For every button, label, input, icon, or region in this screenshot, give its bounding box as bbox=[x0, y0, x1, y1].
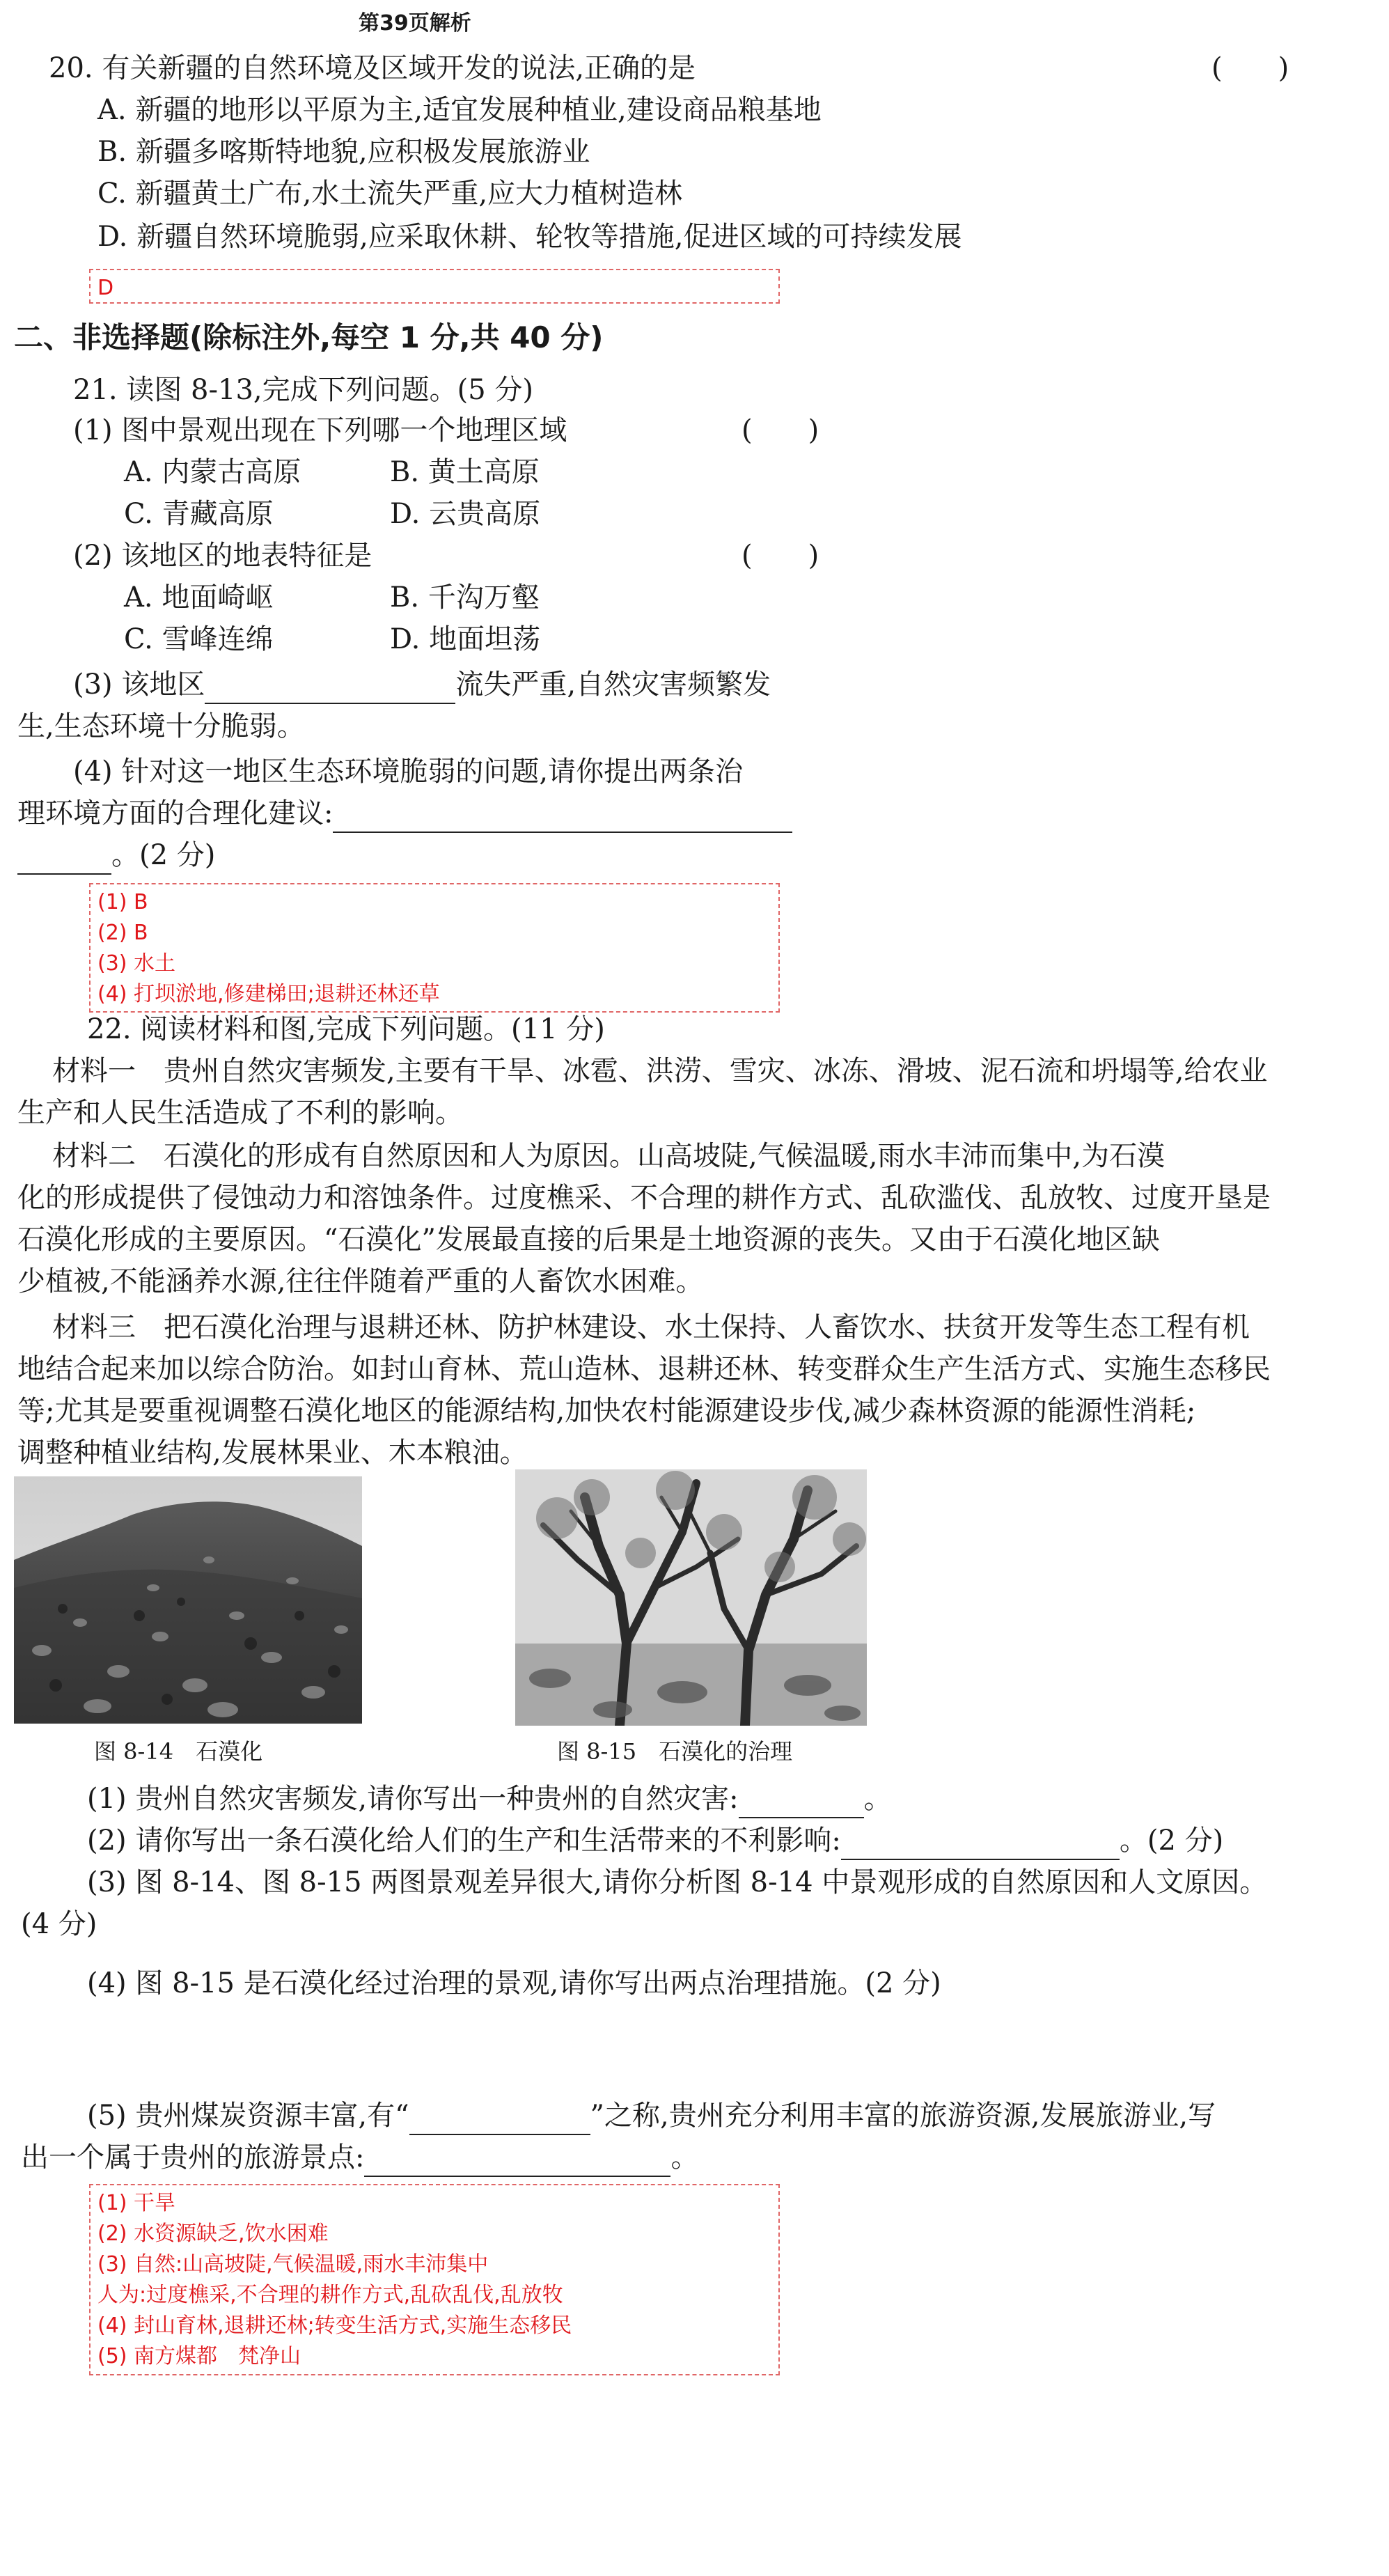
q22-answer-5: (5) 南方煤都 梵净山 bbox=[97, 2344, 301, 2368]
q22-material3-line3: 等;尤其是要重视调整石漠化地区的能源结构,加快农村能源建设步伐,减少森林资源的能源性消耗; bbox=[17, 1395, 1196, 1427]
q21-part4-line1: (4) 针对这一地区生态环境脆弱的问题,请你提出两条治 bbox=[73, 756, 744, 788]
q21-part4-prefix: 理环境方面的合理化建议: bbox=[17, 797, 333, 829]
q21-part2-option-b: B. 千沟万壑 bbox=[390, 581, 540, 614]
figure-8-15-photo bbox=[515, 1469, 867, 1726]
q21-part1-option-a: A. 内蒙古高原 bbox=[124, 456, 301, 488]
q21-answer-2: (2) B bbox=[97, 921, 148, 945]
q21-part3-line2: 生,生态环境十分脆弱。 bbox=[17, 710, 305, 742]
q20-option-d: D. 新疆自然环境脆弱,应采取休耕、轮牧等措施,促进区域的可持续发展 bbox=[97, 221, 962, 253]
q22-material1-line2: 生产和人民生活造成了不利的影响。 bbox=[17, 1097, 463, 1129]
q22-sub5-mid: ”之称,贵州充分利用丰富的旅游资源,发展旅游业,写 bbox=[590, 2100, 1216, 2132]
q20-option-a: A. 新疆的地形以平原为主,适宜发展种植业,建设商品粮基地 bbox=[97, 94, 822, 126]
q21-part2-paren: ( ) bbox=[741, 540, 819, 572]
figure-8-14-caption: 图 8-14 石漠化 bbox=[94, 1738, 263, 1765]
q22-material2-line3: 石漠化形成的主要原因。“石漠化”发展最直接的后果是土地资源的丧失。又由于石漠化地区缺 bbox=[17, 1224, 1160, 1256]
q22-answer-2: (2) 水资源缺乏,饮水困难 bbox=[97, 2222, 329, 2246]
q22-sub1 bbox=[87, 1779, 892, 1818]
q22-answer-box bbox=[89, 2184, 780, 2375]
q21-part4-line3 bbox=[17, 836, 215, 875]
q21-part2-option-c: C. 雪峰连绵 bbox=[124, 623, 274, 655]
q22-sub5-prefix: (5) 贵州煤炭资源丰富,有“ bbox=[87, 2100, 409, 2132]
q20-option-c: C. 新疆黄土广布,水土流失严重,应大力植树造林 bbox=[97, 178, 683, 210]
q22-material3-line2: 地结合起来加以综合防治。如封山育林、荒山造林、退耕还林、转变群众生产生活方式、实施生态移民 bbox=[17, 1353, 1271, 1385]
q21-part3-prefix: (3) 该地区 bbox=[73, 669, 205, 701]
q22-sub1-end: 。 bbox=[863, 1783, 892, 1815]
q21-answer-4: (4) 打坝淤地,修建梯田;退耕还林还草 bbox=[97, 982, 440, 1006]
q22-material3-line1: 材料三 把石漠化治理与退耕还林、防护林建设、水土保持、人畜饮水、扶贫开发等生态工程有机 bbox=[52, 1311, 1250, 1343]
q22-sub5-line1 bbox=[87, 2096, 1216, 2135]
q22-sub2-end: 。(2 分) bbox=[1119, 1825, 1224, 1857]
q22-sub1-text: (1) 贵州自然灾害频发,请你写出一种贵州的自然灾害: bbox=[87, 1783, 739, 1815]
figure-8-14-photo bbox=[14, 1476, 362, 1724]
q22-sub5-text2: 出一个属于贵州的旅游景点: bbox=[21, 2141, 365, 2173]
q22-answer-4: (4) 封山育林,退耕还林;转变生活方式,实施生态移民 bbox=[97, 2313, 572, 2338]
q22-sub1-blank[interactable] bbox=[739, 1789, 864, 1818]
q21-part3-line1 bbox=[73, 665, 771, 704]
q20-answer: D bbox=[97, 276, 114, 300]
q21-stem: 21. 读图 8-13,完成下列问题。(5 分) bbox=[73, 374, 533, 406]
q22-material1-line1: 材料一 贵州自然灾害频发,主要有干旱、冰雹、洪涝、雪灾、冰冻、滑坡、泥石流和坍塌等,给农业 bbox=[52, 1055, 1268, 1087]
q22-material3-line4: 调整种植业结构,发展林果业、木本粮油。 bbox=[17, 1437, 528, 1469]
q20-paren: ( ) bbox=[1211, 52, 1289, 84]
q22-sub3-line2: (4 分) bbox=[21, 1908, 97, 1940]
q21-part4-end: 。(2 分) bbox=[111, 839, 216, 871]
q22-sub2-text: (2) 请你写出一条石漠化给人们的生产和生活带来的不利影响: bbox=[87, 1825, 841, 1857]
section-title: 二、非选择题(除标注外,每空 1 分,共 40 分) bbox=[14, 320, 604, 354]
q22-material2-line1: 材料二 石漠化的形成有自然原因和人为原因。山高坡陡,气候温暖,雨水丰沛而集中,为石漠 bbox=[52, 1140, 1166, 1172]
q21-part1-paren: ( ) bbox=[741, 414, 819, 446]
q22-sub2-blank[interactable] bbox=[841, 1831, 1120, 1860]
q21-part4-blank-cont[interactable] bbox=[17, 845, 111, 875]
page-header: 第39页解析 bbox=[359, 11, 471, 36]
q21-part2: (2) 该地区的地表特征是 bbox=[73, 540, 372, 572]
q21-answer-box bbox=[89, 883, 780, 1013]
q21-part1-option-c: C. 青藏高原 bbox=[124, 498, 274, 530]
q22-sub5-blank2[interactable] bbox=[364, 2148, 670, 2177]
q22-sub5-end: 。 bbox=[670, 2141, 699, 2173]
q21-answer-3: (3) 水土 bbox=[97, 951, 176, 976]
q20-option-b: B. 新疆多喀斯特地貌,应积极发展旅游业 bbox=[97, 136, 590, 168]
q21-part4-blank[interactable] bbox=[333, 804, 792, 833]
q20-stem: 20. 有关新疆的自然环境及区域开发的说法,正确的是 bbox=[49, 52, 696, 84]
q21-part4-line2 bbox=[17, 794, 792, 833]
q20-answer-box bbox=[89, 269, 780, 304]
q22-sub3-line1: (3) 图 8-14、图 8-15 两图景观差异很大,请你分析图 8-14 中景观形成的自然原因和人文原因。 bbox=[87, 1866, 1268, 1898]
q22-answer-3a: (3) 自然:山高坡陡,气候温暖,雨水丰沛集中 bbox=[97, 2252, 489, 2277]
q21-part3-suffix: 流失严重,自然灾害频繁发 bbox=[455, 669, 771, 701]
q22-sub2 bbox=[87, 1821, 1223, 1860]
figure-8-15-caption: 图 8-15 石漠化的治理 bbox=[557, 1738, 793, 1765]
q22-sub5-blank1[interactable] bbox=[409, 2106, 590, 2135]
q21-part2-option-d: D. 地面坦荡 bbox=[390, 623, 541, 655]
q22-answer-3b: 人为:过度樵采,不合理的耕作方式,乱砍乱伐,乱放牧 bbox=[97, 2283, 563, 2307]
q21-part1-option-d: D. 云贵高原 bbox=[390, 498, 541, 530]
q22-material2-line2: 化的形成提供了侵蚀动力和溶蚀条件。过度樵采、不合理的耕作方式、乱砍滥伐、乱放牧、过度开垦是 bbox=[17, 1182, 1271, 1214]
q21-part3-blank[interactable] bbox=[205, 675, 455, 704]
q22-sub5-line2 bbox=[21, 2138, 698, 2177]
q21-part1: (1) 图中景观出现在下列哪一个地理区域 bbox=[73, 414, 567, 446]
q22-sub4: (4) 图 8-15 是石漠化经过治理的景观,请你写出两点治理措施。(2 分) bbox=[87, 1967, 941, 1999]
q21-part1-option-b: B. 黄土高原 bbox=[390, 456, 540, 488]
q21-part2-option-a: A. 地面崎岖 bbox=[124, 581, 274, 614]
q22-material2-line4: 少植被,不能涵养水源,往往伴随着严重的人畜饮水困难。 bbox=[17, 1265, 704, 1297]
q22-stem: 22. 阅读材料和图,完成下列问题。(11 分) bbox=[87, 1013, 605, 1045]
q21-answer-1: (1) B bbox=[97, 890, 148, 914]
q22-answer-1: (1) 干旱 bbox=[97, 2191, 176, 2215]
